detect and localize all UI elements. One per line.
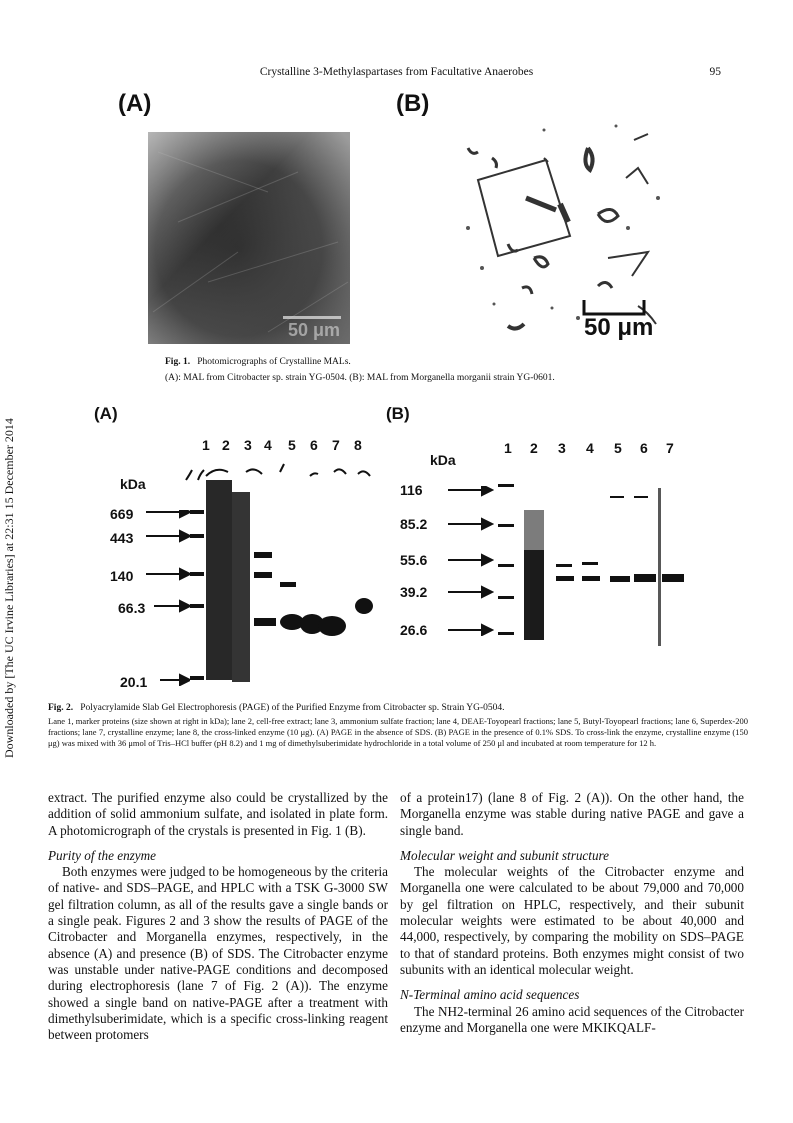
gel-a-lane-4: 4 [264, 437, 272, 453]
gel-b-lane-6: 6 [640, 440, 648, 456]
running-title: Crystalline 3-Methylaspartases from Facultative Anaerobes [259, 66, 534, 78]
gel-a-lane-3: 3 [244, 437, 252, 453]
gel-b [400, 440, 690, 646]
fig2-label-a: (A) [94, 404, 118, 423]
left-column [48, 790, 388, 1043]
gel-a [110, 432, 390, 694]
fig2-caption-body: Lane 1, marker proteins (size shown at right in kDa); lane 2, cell-free extract; lane 3, ammonium sulfate fraction; lane 4, DEAE-Toyopearl fractions; lane 5, Butyl-Toyopearl fractions; lane 6, Superdex-200 fractions; lane 7, crystalline enzyme; lane 8, the cross-linked enzyme (10 μg). (A) PAGE in the absence of SDS. (B) PAGE in the presence of 0.1% SDS. To cross-link the enzyme, crystalline enzyme (150 μg) was mixed with 36 μmol of Tris–HCl buffer (pH 8.2) and 1 mg of dimethylsuberimidate hydrochloride in a total volume of 250 μl and incubated at room temperature for 12 h. [48, 716, 748, 748]
fig2-caption-text: Polyacrylamide Slab Gel Electrophoresis (PAGE) of the Purified Enzyme from Citrobacter sp. Strain YG-0504. [80, 703, 505, 713]
left-paragraph-1: extract. The purified enzyme also could be crystallized by the addition of solid ammonium sulfate, and isolated in plate form. A photomicrograph of the crystals is presented in Fig. 1 (B). [48, 790, 388, 838]
gel-b-lane-4: 4 [586, 440, 594, 456]
fig2-caption [48, 702, 748, 714]
fig1-caption [165, 356, 351, 368]
gel-a-lane-8: 8 [354, 437, 362, 453]
gel-b-lane-2: 2 [530, 440, 538, 456]
gel-a-lane-6: 6 [310, 437, 318, 453]
fig1-caption-text: Photomicrographs of Crystalline MALs. [197, 357, 351, 367]
gel-b-unit: kDa [430, 452, 456, 468]
fig1-label-b: (B) [396, 90, 430, 117]
fig1-label-a: (A) [118, 90, 152, 117]
gel-b-marker-arrows [448, 486, 494, 636]
gel-b-marker-116: 116 [400, 482, 423, 498]
fig2-label-b: (B) [386, 404, 410, 423]
gel-a-lane-1: 1 [202, 437, 210, 453]
gel-a-marker-66: 66.3 [118, 600, 146, 616]
gel-a-unit: kDa [120, 476, 146, 492]
gel-b-lane-3: 3 [558, 440, 566, 456]
heading-purity: Purity of the enzyme [48, 847, 157, 863]
fig1-scale-a: 50 μm [288, 320, 341, 340]
gel-b-marker-85: 85.2 [400, 516, 428, 532]
gel-a-marker-arrows [146, 510, 190, 686]
fig1-scale-b: 50 μm [584, 314, 654, 341]
gel-b-lane-7: 7 [666, 440, 674, 456]
download-note [2, 378, 18, 758]
heading-molecular-weight: Molecular weight and subunit structure [400, 847, 610, 863]
gel-a-marker-140: 140 [110, 568, 134, 584]
download-note-text: Downloaded by [The UC Irvine Libraries] at 22:31 15 December 2014 [2, 418, 16, 758]
fig1-caption-title: Fig. 1. [165, 357, 191, 367]
gel-a-marker-20: 20.1 [120, 674, 148, 690]
heading-n-terminal: N-Terminal amino acid sequences [400, 987, 580, 1003]
gel-b-marker-55: 55.6 [400, 552, 428, 568]
right-column [400, 790, 744, 1036]
right-paragraph-3: The NH2-terminal 26 amino acid sequences of the Citrobacter enzyme and Morganella one were MKIKQALF- [400, 1003, 744, 1035]
fig1-photo-a [148, 132, 350, 344]
gel-a-lane-7: 7 [332, 437, 340, 453]
gel-b-lane-1: 1 [504, 440, 512, 456]
fig2-caption-title: Fig. 2. [48, 703, 74, 713]
gel-b-marker-26: 26.6 [400, 622, 428, 638]
fig1-photo-b [448, 118, 670, 344]
page-number: 95 [709, 66, 721, 78]
fig1-caption-line2: (A): MAL from Citrobacter sp. strain YG-0504. (B): MAL from Morganella morganii strain YG-0601. [165, 373, 555, 383]
right-paragraph-1: of a protein17) (lane 8 of Fig. 2 (A)). On the other hand, the Morganella enzyme was stable during native PAGE and gave a single band. [400, 790, 744, 838]
right-paragraph-2: The molecular weights of the Citrobacter enzyme and Morganella one were calculated to be about 79,000 and 70,000 by gel filtration on HPLC, respectively, and their subunit molecular weights were estimated to be about 40,000 and 44,000, respectively, by comparing the mobility on SDS–PAGE to that of standard proteins. Both enzymes might consist of two subunits with an identical molecular weight. [400, 864, 744, 977]
gel-a-marker-669: 669 [110, 506, 134, 522]
gel-b-marker-39: 39.2 [400, 584, 428, 600]
gel-a-lane-2: 2 [222, 437, 230, 453]
left-paragraph-2: Both enzymes were judged to be homogeneous by the criteria of native- and SDS–PAGE, and HPLC with a TSK G-3000 SW gel filtration column, as all of the results gave a single bands or a single peak. Figures 2 and 3 show the results of PAGE of the Citrobacter and Morganella enzymes, respectively, in the absence (A) and presence (B) of SDS. The Citrobacter enzyme was unstable under native-PAGE conditions and decomposed during electrophoresis (lane 7 of Fig. 2 (A)). The enzyme showed a single band on native-PAGE after a treatment with dimethylsuberimidate, which is a specific cross-linking reagent between protomers [48, 864, 388, 1043]
gel-a-lane-5: 5 [288, 437, 296, 453]
gel-b-lane-5: 5 [614, 440, 622, 456]
gel-a-marker-443: 443 [110, 530, 134, 546]
